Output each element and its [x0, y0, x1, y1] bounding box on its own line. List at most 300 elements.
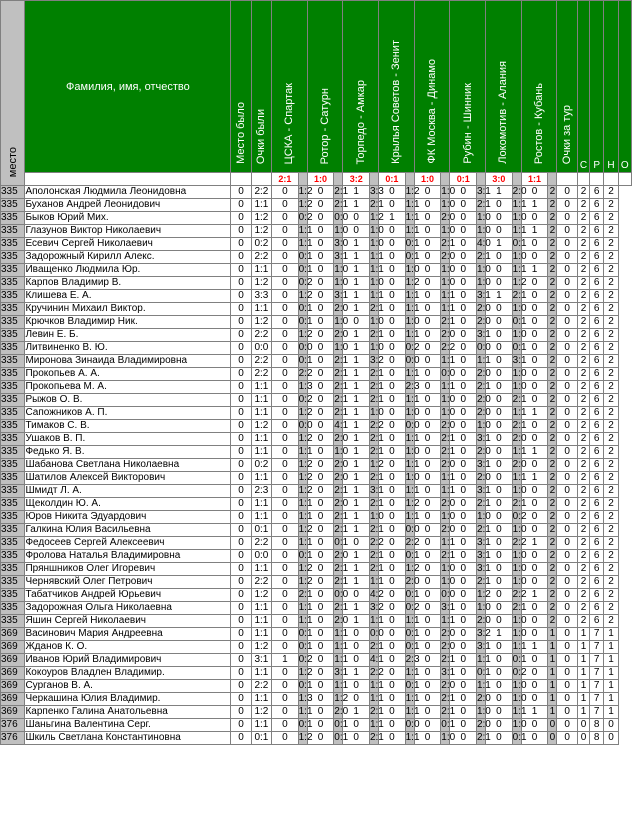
row-prev-place[interactable]: 0 [231, 719, 251, 732]
prediction-points[interactable]: 2 [549, 238, 556, 249]
prediction-points[interactable]: 2:0 [334, 303, 349, 314]
prediction[interactable]: 1 [343, 459, 370, 472]
prediction[interactable]: 0 [272, 602, 299, 615]
prediction[interactable]: 0 [272, 342, 299, 355]
prediction-points[interactable]: 2 [549, 394, 556, 405]
prediction[interactable]: 0 [486, 524, 513, 537]
prediction-points[interactable]: 2:2 [512, 537, 527, 548]
prediction-points[interactable]: 1:2 [476, 589, 491, 600]
prediction-points[interactable]: 0:1 [512, 316, 527, 327]
prediction[interactable]: 0 [379, 290, 406, 303]
row-name[interactable]: Кручинин Михаил Виктор. [25, 303, 231, 316]
row-s[interactable]: 2 [577, 186, 589, 199]
prediction-points[interactable]: 0:1 [298, 628, 313, 639]
row-r[interactable]: 6 [590, 576, 604, 589]
prediction-points[interactable]: 3:1 [441, 667, 456, 678]
prediction-points[interactable]: 2:0 [476, 472, 491, 483]
row-name[interactable]: Прокопьев А. А. [25, 368, 231, 381]
prediction-points[interactable]: 2 [549, 524, 556, 535]
table-row[interactable] [1, 680, 632, 693]
prediction[interactable]: 0 [379, 485, 406, 498]
prediction-points[interactable]: 2:0 [334, 433, 349, 444]
prediction-points[interactable]: 1:1 [512, 472, 527, 483]
prediction[interactable]: 0 [450, 654, 477, 667]
prediction-points[interactable]: 2:1 [369, 563, 384, 574]
row-s[interactable]: 2 [577, 225, 589, 238]
prediction-points[interactable]: 2:1 [512, 498, 527, 509]
prediction-points[interactable]: 0:1 [405, 628, 420, 639]
prediction[interactable]: 1 [343, 498, 370, 511]
prediction[interactable]: 0 [272, 394, 299, 407]
row-prev-place[interactable]: 0 [231, 680, 251, 693]
prediction-points[interactable]: 2:1 [369, 550, 384, 561]
prediction[interactable]: 0 [379, 251, 406, 264]
prediction-points[interactable]: 2 [549, 537, 556, 548]
prediction[interactable]: 0 [379, 550, 406, 563]
prediction-points[interactable]: 0:2 [405, 342, 420, 353]
prediction-points[interactable]: 3:1 [512, 355, 527, 366]
row-prev-place[interactable]: 0 [231, 459, 251, 472]
prediction[interactable]: 0 [414, 251, 441, 264]
prediction[interactable]: 0 [272, 498, 299, 511]
prediction-points[interactable]: 2:0 [441, 641, 456, 652]
prediction[interactable]: 0 [450, 238, 477, 251]
prediction[interactable]: 0 [521, 186, 548, 199]
prediction-points[interactable]: 1:1 [405, 368, 420, 379]
prediction-points[interactable]: 2 [549, 485, 556, 496]
prediction[interactable]: 1 [343, 446, 370, 459]
prediction-points[interactable]: 2:1 [369, 446, 384, 457]
row-prev-points[interactable]: 0:0 [251, 550, 271, 563]
prediction[interactable]: 1 [343, 303, 370, 316]
row-tour-points[interactable]: 0 [557, 693, 577, 706]
prediction[interactable]: 0 [307, 212, 334, 225]
prediction-points[interactable]: 0:1 [298, 316, 313, 327]
row-name[interactable]: Глазунов Виктор Николаевич [25, 225, 231, 238]
row-place[interactable]: 335 [1, 303, 25, 316]
prediction-points[interactable]: 1:1 [298, 602, 313, 613]
prediction-points[interactable]: 1:2 [298, 329, 313, 340]
prediction[interactable]: 0 [379, 563, 406, 576]
prediction-points[interactable]: 3:1 [476, 537, 491, 548]
prediction-points[interactable]: 1:1 [441, 381, 456, 392]
prediction[interactable]: 0 [486, 381, 513, 394]
row-prev-points[interactable]: 2:2 [251, 355, 271, 368]
row-place[interactable]: 335 [1, 316, 25, 329]
row-tour-points[interactable]: 0 [557, 420, 577, 433]
prediction-points[interactable]: 0:1 [298, 550, 313, 561]
row-r[interactable]: 6 [590, 212, 604, 225]
row-r[interactable]: 6 [590, 251, 604, 264]
prediction-points[interactable]: 2:1 [369, 303, 384, 314]
prediction-points[interactable]: 2 [549, 329, 556, 340]
prediction[interactable]: 1 [343, 251, 370, 264]
prediction-points[interactable]: 1:1 [405, 706, 420, 717]
row-r[interactable]: 6 [590, 550, 604, 563]
prediction-points[interactable]: 1:1 [512, 706, 527, 717]
prediction-points[interactable]: 4:0 [476, 238, 491, 249]
prediction-points[interactable]: 1:1 [512, 199, 527, 210]
prediction[interactable]: 0 [414, 576, 441, 589]
prediction[interactable]: 0 [486, 732, 513, 745]
prediction[interactable]: 0 [486, 316, 513, 329]
prediction[interactable]: 0 [272, 550, 299, 563]
prediction-points[interactable]: 2:0 [441, 628, 456, 639]
row-prev-points[interactable]: 1:2 [251, 212, 271, 225]
row-r[interactable]: 8 [590, 719, 604, 732]
row-name[interactable]: Щеколдин Ю. А. [25, 498, 231, 511]
prediction[interactable]: 0 [486, 602, 513, 615]
row-name[interactable]: Шаньгина Валентина Серг. [25, 719, 231, 732]
prediction-points[interactable]: 2:1 [476, 732, 491, 743]
prediction-points[interactable]: 1:2 [298, 472, 313, 483]
row-place[interactable]: 335 [1, 381, 25, 394]
prediction-points[interactable]: 2:1 [334, 381, 349, 392]
table-row[interactable] [1, 368, 632, 381]
prediction-points[interactable]: 1:0 [476, 706, 491, 717]
prediction-points[interactable]: 0:1 [405, 589, 420, 600]
prediction[interactable]: 0 [486, 485, 513, 498]
prediction-points[interactable]: 1:0 [512, 212, 527, 223]
col-match-2[interactable] [307, 1, 343, 173]
prediction-points[interactable]: 1:1 [512, 225, 527, 236]
row-s[interactable]: 2 [577, 238, 589, 251]
prediction[interactable]: 0 [272, 355, 299, 368]
prediction[interactable]: 0 [379, 303, 406, 316]
prediction[interactable]: 1 [272, 654, 299, 667]
prediction[interactable]: 0 [307, 342, 334, 355]
row-place[interactable]: 335 [1, 264, 25, 277]
prediction-points[interactable]: 1:0 [476, 602, 491, 613]
row-tour-points[interactable]: 0 [557, 381, 577, 394]
row-n[interactable]: 2 [604, 355, 618, 368]
prediction-points[interactable]: 1:2 [405, 498, 420, 509]
table-row[interactable] [1, 472, 632, 485]
row-n[interactable]: 2 [604, 368, 618, 381]
row-s[interactable]: 2 [577, 355, 589, 368]
table-row[interactable] [1, 576, 632, 589]
prediction-points[interactable]: 2 [549, 550, 556, 561]
prediction[interactable]: 0 [486, 394, 513, 407]
prediction-points[interactable]: 3:1 [334, 290, 349, 301]
prediction[interactable]: 1 [343, 524, 370, 537]
prediction-points[interactable]: 1:0 [512, 628, 527, 639]
prediction[interactable]: 0 [272, 589, 299, 602]
prediction-points[interactable]: 1:1 [405, 511, 420, 522]
prediction[interactable]: 0 [521, 485, 548, 498]
row-name[interactable]: Буханов Андрей Леонидович [25, 199, 231, 212]
row-prev-points[interactable]: 2:2 [251, 186, 271, 199]
row-s[interactable]: 2 [577, 498, 589, 511]
prediction-points[interactable]: 3:1 [476, 329, 491, 340]
prediction[interactable]: 0 [450, 641, 477, 654]
row-prev-place[interactable]: 0 [231, 550, 251, 563]
prediction[interactable]: 0 [414, 680, 441, 693]
prediction[interactable]: 1 [343, 615, 370, 628]
row-s[interactable]: 2 [577, 459, 589, 472]
prediction[interactable]: 0 [486, 355, 513, 368]
prediction[interactable]: 0 [450, 589, 477, 602]
prediction[interactable]: 0 [307, 238, 334, 251]
prediction-points[interactable]: 0:1 [298, 303, 313, 314]
table-row[interactable] [1, 329, 632, 342]
col-name[interactable] [25, 1, 231, 173]
prediction-points[interactable]: 2:0 [334, 706, 349, 717]
prediction-points[interactable]: 1:0 [476, 277, 491, 288]
col-prev-points[interactable] [251, 1, 271, 173]
row-name[interactable]: Яшин Сергей Николаевич [25, 615, 231, 628]
prediction[interactable]: 0 [450, 433, 477, 446]
row-n[interactable]: 2 [604, 407, 618, 420]
prediction[interactable]: 0 [307, 329, 334, 342]
prediction[interactable]: 0 [379, 186, 406, 199]
row-s[interactable]: 2 [577, 251, 589, 264]
row-n[interactable]: 2 [604, 381, 618, 394]
prediction[interactable]: 0 [307, 641, 334, 654]
prediction[interactable]: 0 [343, 732, 370, 745]
prediction-points[interactable]: 1:2 [405, 563, 420, 574]
prediction-points[interactable]: 2:1 [334, 485, 349, 496]
prediction-points[interactable]: 1:0 [369, 238, 384, 249]
prediction[interactable]: 0 [486, 641, 513, 654]
table-row[interactable] [1, 732, 632, 745]
prediction[interactable]: 0 [414, 563, 441, 576]
row-place[interactable]: 335 [1, 446, 25, 459]
prediction-points[interactable]: 2:1 [476, 524, 491, 535]
prediction[interactable]: 0 [307, 706, 334, 719]
prediction-points[interactable]: 1:2 [369, 212, 384, 223]
prediction-points[interactable]: 2:1 [369, 641, 384, 652]
prediction-points[interactable]: 1:2 [298, 485, 313, 496]
prediction-points[interactable]: 1:1 [512, 446, 527, 457]
prediction-points[interactable]: 1:0 [512, 563, 527, 574]
row-prev-place[interactable]: 0 [231, 498, 251, 511]
prediction[interactable]: 0 [521, 329, 548, 342]
prediction[interactable]: 0 [307, 654, 334, 667]
row-prev-points[interactable]: 1:1 [251, 472, 271, 485]
prediction-points[interactable]: 2:1 [334, 511, 349, 522]
prediction[interactable]: 0 [414, 420, 441, 433]
prediction-points[interactable]: 2 [549, 303, 556, 314]
prediction-points[interactable]: 1:0 [512, 524, 527, 535]
prediction[interactable]: 1 [343, 381, 370, 394]
prediction-points[interactable]: 2 [549, 498, 556, 509]
row-prev-points[interactable]: 1:1 [251, 433, 271, 446]
prediction-points[interactable]: 1:0 [441, 186, 456, 197]
prediction[interactable]: 1 [343, 485, 370, 498]
prediction-points[interactable]: 1:2 [369, 459, 384, 470]
row-prev-points[interactable]: 1:1 [251, 498, 271, 511]
prediction[interactable]: 0 [486, 511, 513, 524]
row-tour-points[interactable]: 0 [557, 667, 577, 680]
prediction[interactable]: 0 [379, 433, 406, 446]
row-place[interactable]: 335 [1, 498, 25, 511]
prediction[interactable]: 0 [414, 316, 441, 329]
prediction-points[interactable]: 1:1 [476, 654, 491, 665]
row-n[interactable]: 2 [604, 238, 618, 251]
prediction-points[interactable]: 1:0 [476, 225, 491, 236]
prediction-points[interactable]: 3:1 [441, 602, 456, 613]
col-o[interactable] [618, 1, 631, 173]
prediction[interactable]: 0 [414, 212, 441, 225]
prediction[interactable]: 0 [379, 693, 406, 706]
row-r[interactable]: 7 [590, 680, 604, 693]
prediction[interactable]: 0 [486, 368, 513, 381]
prediction[interactable]: 0 [521, 628, 548, 641]
prediction[interactable]: 1 [521, 446, 548, 459]
prediction-points[interactable]: 1:0 [441, 264, 456, 275]
row-prev-place[interactable]: 0 [231, 381, 251, 394]
prediction[interactable]: 0 [379, 589, 406, 602]
prediction[interactable]: 0 [450, 446, 477, 459]
prediction-points[interactable]: 2:0 [334, 459, 349, 470]
prediction[interactable]: 0 [521, 290, 548, 303]
prediction[interactable]: 0 [414, 654, 441, 667]
table-row[interactable] [1, 251, 632, 264]
row-place[interactable]: 335 [1, 238, 25, 251]
prediction-points[interactable]: 1:0 [441, 199, 456, 210]
row-prev-place[interactable]: 0 [231, 706, 251, 719]
row-place[interactable]: 335 [1, 355, 25, 368]
prediction[interactable]: 0 [450, 329, 477, 342]
prediction[interactable]: 0 [272, 238, 299, 251]
prediction[interactable]: 0 [307, 719, 334, 732]
prediction[interactable]: 0 [450, 459, 477, 472]
row-n[interactable]: 2 [604, 290, 618, 303]
row-place[interactable]: 335 [1, 277, 25, 290]
row-prev-place[interactable]: 0 [231, 628, 251, 641]
prediction[interactable]: 0 [379, 667, 406, 680]
prediction-points[interactable]: 1 [549, 667, 556, 678]
prediction-points[interactable]: 1:0 [512, 251, 527, 262]
row-n[interactable]: 2 [604, 212, 618, 225]
prediction-points[interactable]: 2 [549, 212, 556, 223]
prediction[interactable]: 1 [343, 563, 370, 576]
row-prev-place[interactable]: 0 [231, 420, 251, 433]
row-r[interactable]: 6 [590, 524, 604, 537]
row-prev-place[interactable]: 0 [231, 238, 251, 251]
row-n[interactable]: 2 [604, 602, 618, 615]
prediction[interactable]: 1 [343, 667, 370, 680]
prediction[interactable]: 0 [379, 654, 406, 667]
row-place[interactable]: 369 [1, 654, 25, 667]
prediction-points[interactable]: 2:1 [334, 355, 349, 366]
prediction-points[interactable]: 1:0 [369, 316, 384, 327]
prediction-points[interactable]: 1:1 [405, 199, 420, 210]
prediction[interactable]: 0 [379, 225, 406, 238]
row-s[interactable]: 1 [577, 654, 589, 667]
row-prev-points[interactable]: 0:1 [251, 732, 271, 745]
row-s[interactable]: 2 [577, 368, 589, 381]
prediction-points[interactable]: 2:0 [441, 420, 456, 431]
table-row[interactable] [1, 524, 632, 537]
row-r[interactable]: 6 [590, 186, 604, 199]
prediction-points[interactable]: 2:0 [334, 329, 349, 340]
row-tour-points[interactable]: 0 [557, 212, 577, 225]
prediction-points[interactable]: 1:0 [334, 264, 349, 275]
prediction-points[interactable]: 0:1 [476, 667, 491, 678]
prediction-points[interactable]: 2:0 [441, 459, 456, 470]
prediction-points[interactable]: 2 [549, 420, 556, 431]
prediction-points[interactable]: 1:1 [298, 706, 313, 717]
prediction-points[interactable]: 1:1 [405, 329, 420, 340]
prediction-points[interactable]: 2:0 [441, 251, 456, 262]
prediction-points[interactable]: 1:2 [298, 576, 313, 587]
prediction-points[interactable]: 2:1 [334, 602, 349, 613]
row-s[interactable]: 1 [577, 641, 589, 654]
row-r[interactable]: 6 [590, 563, 604, 576]
row-tour-points[interactable]: 0 [557, 368, 577, 381]
prediction[interactable]: 0 [450, 628, 477, 641]
prediction[interactable]: 0 [343, 628, 370, 641]
prediction[interactable]: 0 [307, 576, 334, 589]
prediction-points[interactable]: 1:0 [441, 732, 456, 743]
prediction[interactable]: 1 [343, 511, 370, 524]
prediction[interactable]: 0 [343, 680, 370, 693]
prediction-points[interactable]: 2:2 [441, 342, 456, 353]
prediction-points[interactable]: 1:0 [512, 381, 527, 392]
prediction-points[interactable]: 1:2 [298, 459, 313, 470]
prediction[interactable]: 0 [521, 654, 548, 667]
row-n[interactable]: 2 [604, 537, 618, 550]
prediction-points[interactable]: 0:1 [405, 238, 420, 249]
row-s[interactable]: 2 [577, 420, 589, 433]
row-prev-points[interactable]: 2:2 [251, 251, 271, 264]
prediction-points[interactable]: 1:1 [476, 680, 491, 691]
prediction[interactable]: 0 [343, 589, 370, 602]
row-n[interactable]: 2 [604, 550, 618, 563]
row-tour-points[interactable]: 0 [557, 355, 577, 368]
row-s[interactable]: 1 [577, 667, 589, 680]
row-tour-points[interactable]: 0 [557, 303, 577, 316]
table-row[interactable] [1, 199, 632, 212]
prediction[interactable]: 0 [521, 602, 548, 615]
table-row[interactable] [1, 719, 632, 732]
prediction-points[interactable]: 3:1 [476, 459, 491, 470]
row-r[interactable]: 6 [590, 290, 604, 303]
prediction-points[interactable]: 2:1 [441, 706, 456, 717]
prediction-points[interactable]: 2:1 [369, 498, 384, 509]
prediction-points[interactable]: 2:0 [476, 394, 491, 405]
prediction-points[interactable]: 1:2 [298, 524, 313, 535]
prediction[interactable]: 0 [379, 537, 406, 550]
prediction-points[interactable]: 2:1 [369, 199, 384, 210]
prediction-points[interactable]: 1:0 [405, 316, 420, 327]
row-n[interactable]: 1 [604, 654, 618, 667]
table-row[interactable] [1, 264, 632, 277]
prediction-points[interactable]: 0 [549, 732, 556, 743]
row-n[interactable]: 2 [604, 329, 618, 342]
prediction[interactable]: 0 [486, 472, 513, 485]
row-place[interactable]: 335 [1, 615, 25, 628]
prediction[interactable]: 0 [450, 680, 477, 693]
prediction-points[interactable]: 2:3 [405, 381, 420, 392]
prediction[interactable]: 0 [307, 303, 334, 316]
prediction-points[interactable]: 2 [549, 472, 556, 483]
prediction-points[interactable]: 1:1 [334, 641, 349, 652]
row-prev-points[interactable]: 3:1 [251, 654, 271, 667]
prediction[interactable]: 0 [521, 433, 548, 446]
row-n[interactable]: 2 [604, 498, 618, 511]
prediction[interactable]: 0 [272, 459, 299, 472]
row-tour-points[interactable]: 0 [557, 238, 577, 251]
row-tour-points[interactable]: 0 [557, 706, 577, 719]
prediction[interactable]: 0 [379, 381, 406, 394]
prediction[interactable]: 0 [379, 628, 406, 641]
prediction-points[interactable]: 3:1 [476, 290, 491, 301]
prediction[interactable]: 0 [521, 251, 548, 264]
prediction-points[interactable]: 0:0 [476, 342, 491, 353]
